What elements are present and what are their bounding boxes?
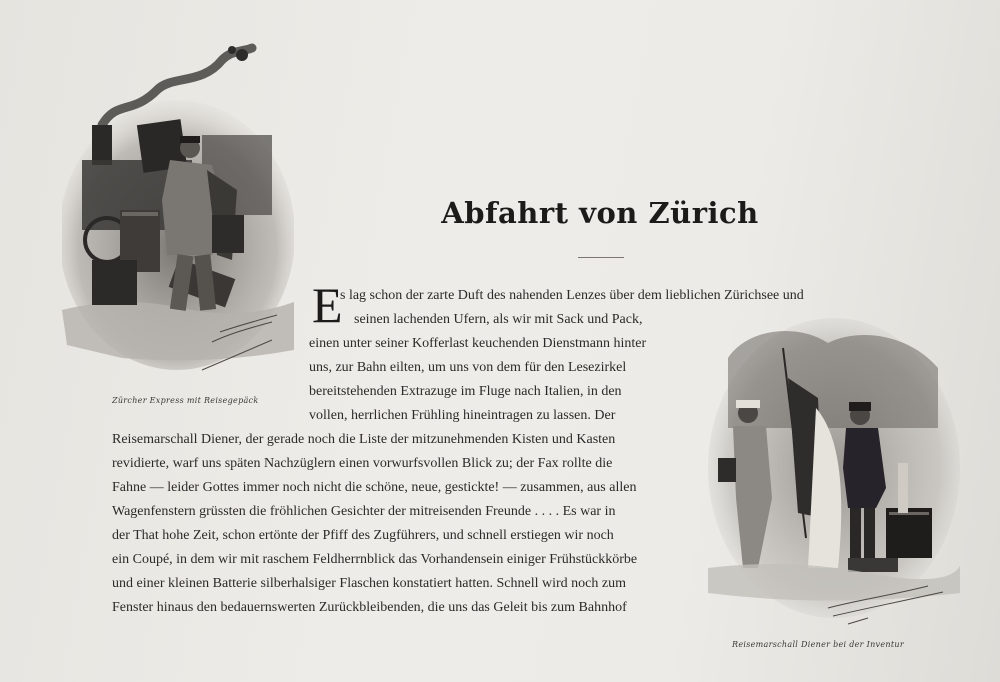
title-divider: [578, 257, 624, 258]
text-line: uns, zur Bahn eilten, um uns von dem für den Lesezirkel: [309, 360, 627, 375]
drop-cap: E: [312, 277, 343, 333]
porter-illustration: [62, 40, 294, 385]
text-line: Fahne — leider Gottes immer noch nicht die schöne, neue, gestickte! — zusammen, aus allen: [112, 480, 637, 495]
flag-inventory-illustration: [708, 318, 960, 630]
page-title: Abfahrt von Zürich: [441, 196, 759, 230]
caption-right: Reisemarschall Diener bei der Inventur: [732, 640, 904, 649]
text-line: s lag schon der zarte Duft des nahenden Lenzes über dem lieblichen Zürichsee und: [340, 288, 804, 303]
text-line: seinen lachenden Ufern, als wir mit Sack und Pack,: [354, 312, 643, 327]
text-line: ein Coupé, in dem wir mit raschem Feldherrnblick das Vorhandensein einiger Frühstückkörbe: [112, 552, 638, 567]
text-line: einen unter seiner Kofferlast keuchenden Dienstmann hinter: [309, 336, 647, 351]
text-line: revidierte, warf uns späten Nachzüglern einen vorwurfsvollen Blick zu; der Fax rollte die: [112, 456, 613, 471]
text-line: der That hohe Zeit, schon ertönte der Pfiff des Zugführers, und schnell erstiegen wir noch: [112, 528, 614, 543]
text-line: Wagenfenstern grüssten die fröhlichen Gesichter der mitreisenden Freunde . . . . Es war in: [112, 504, 616, 519]
text-line: Fenster hinaus den bedauernswerten Zurückbleibenden, die uns das Geleit bis zum Bahnhof: [112, 600, 627, 615]
caption-left: Zürcher Express mit Reisegepäck: [112, 396, 259, 405]
text-line: und einer kleinen Batterie silberhalsiger Flaschen konstatiert hatten. Schnell wird noch zum: [112, 576, 626, 591]
text-line: Reisemarschall Diener, der gerade noch die Liste der mitzunehmenden Kisten und Kasten: [112, 432, 616, 447]
text-line: vollen, herrlichen Frühling hineintragen zu lassen. Der: [309, 408, 616, 423]
text-line: bereitstehenden Extrazuge im Fluge nach Italien, in den: [309, 384, 622, 399]
